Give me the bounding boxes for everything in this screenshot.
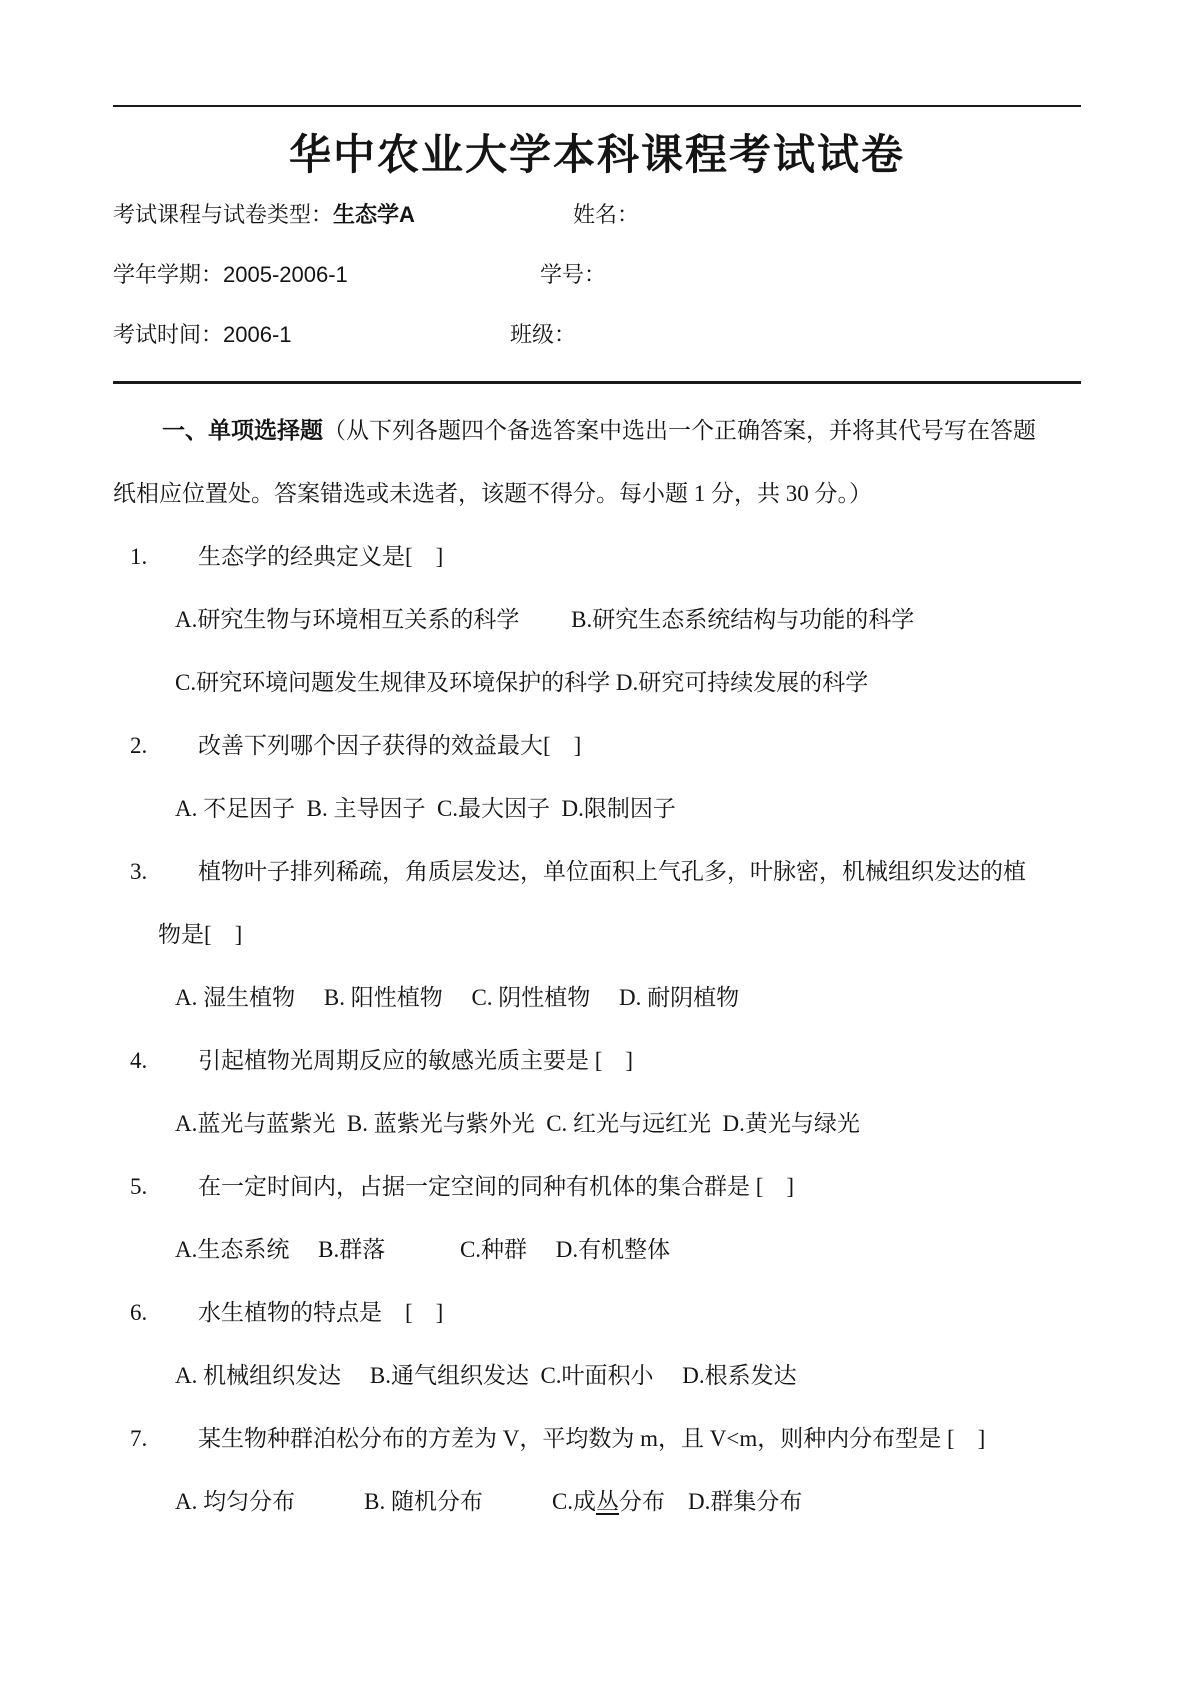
page-title: 华中农业大学本科课程考试试卷	[288, 131, 905, 178]
question-line	[113, 1407, 1081, 1470]
question-line	[113, 1281, 1081, 1344]
time-label: 考试时间：	[113, 322, 224, 347]
question-number: 6.	[130, 1300, 148, 1325]
options-text: A. 均匀分布 B. 随机分布 C.成	[175, 1489, 597, 1514]
term-label: 学年学期：	[113, 262, 224, 287]
question-line	[113, 1155, 1081, 1218]
course-label: 考试课程与试卷类型：	[113, 202, 334, 227]
question-text: 某生物种群泊松分布的方差为 V，平均数为 m，且 V<m，则种内分布型是 [ ]	[198, 1426, 986, 1451]
question-line	[113, 1029, 1081, 1092]
question-text: 水生植物的特点是 [ ]	[198, 1300, 444, 1325]
section-intro-line2: 纸相应位置处。答案错选或未选者，该题不得分。每小题 1 分，共 30 分。）	[113, 481, 872, 506]
question-line	[113, 840, 1081, 903]
header-row-time	[113, 321, 1081, 349]
question-options: A.生态系统 B.群落 C.种群 D.有机整体	[175, 1237, 671, 1262]
question-text: 引起植物光周期反应的敏感光质主要是 [ ]	[198, 1048, 634, 1073]
class-blank-label: 班级：	[510, 322, 577, 347]
options-text: 分布 D.群集分布	[619, 1489, 803, 1514]
section-intro-text: （从下列各题四个备选答案中选出一个正确答案，并将其代号写在答题	[323, 418, 1036, 443]
question-section	[113, 399, 1081, 1533]
question-6	[113, 1281, 1081, 1407]
question-text: 植物叶子排列稀疏，角质层发达，单位面积上气孔多，叶脉密，机械组织发达的植	[198, 859, 1026, 884]
question-text: 在一定时间内，占据一定空间的同种有机体的集合群是 [ ]	[198, 1174, 795, 1199]
question-options: A. 机械组织发达 B.通气组织发达 C.叶面积小 D.根系发达	[175, 1363, 797, 1388]
question-number: 2.	[130, 733, 148, 758]
top-divider-line	[113, 105, 1081, 107]
question-4	[113, 1029, 1081, 1155]
page-content	[113, 0, 1081, 1533]
student-id-blank-label: 学号：	[540, 262, 607, 287]
question-options: A. 不足因子 B. 主导因子 C.最大因子 D.限制因子	[175, 796, 676, 821]
question-number: 5.	[130, 1174, 148, 1199]
question-line	[113, 714, 1081, 777]
course-value: 生态学A	[333, 202, 415, 227]
header-divider-line	[113, 381, 1081, 384]
header-row-course	[113, 201, 1081, 229]
question-number: 1.	[130, 544, 148, 569]
question-text: 改善下列哪个因子获得的效益最大[ ]	[198, 733, 582, 758]
header-row-term	[113, 261, 1081, 289]
question-2	[113, 714, 1081, 840]
term-value: 2005-2006-1	[223, 262, 348, 287]
question-line	[113, 525, 1081, 588]
exam-info-header	[113, 201, 1081, 349]
time-value: 2006-1	[223, 322, 292, 347]
question-options	[113, 1470, 1081, 1533]
section-intro-line1	[113, 399, 1081, 462]
question-7	[113, 1407, 1081, 1533]
question-text: 生态学的经典定义是[ ]	[198, 544, 444, 569]
question-options: A.研究生物与环境相互关系的科学 B.研究生态系统结构与功能的科学	[175, 607, 915, 632]
question-options: C.研究环境问题发生规律及环境保护的科学 D.研究可持续发展的科学	[175, 670, 869, 695]
question-options: A. 湿生植物 B. 阳性植物 C. 阴性植物 D. 耐阴植物	[175, 985, 740, 1010]
underlined-char: 丛	[596, 1489, 620, 1514]
section-heading: 一、单项选择题	[162, 418, 323, 443]
question-3	[113, 840, 1081, 1029]
question-number: 3.	[130, 859, 148, 884]
question-1	[113, 525, 1081, 714]
question-text-continued: 物是[ ]	[158, 922, 243, 947]
question-number: 4.	[130, 1048, 148, 1073]
question-number: 7.	[130, 1426, 148, 1451]
name-blank-label: 姓名：	[573, 202, 640, 227]
question-5	[113, 1155, 1081, 1281]
question-options: A.蓝光与蓝紫光 B. 蓝紫光与紫外光 C. 红光与远红光 D.黄光与绿光	[175, 1111, 860, 1136]
